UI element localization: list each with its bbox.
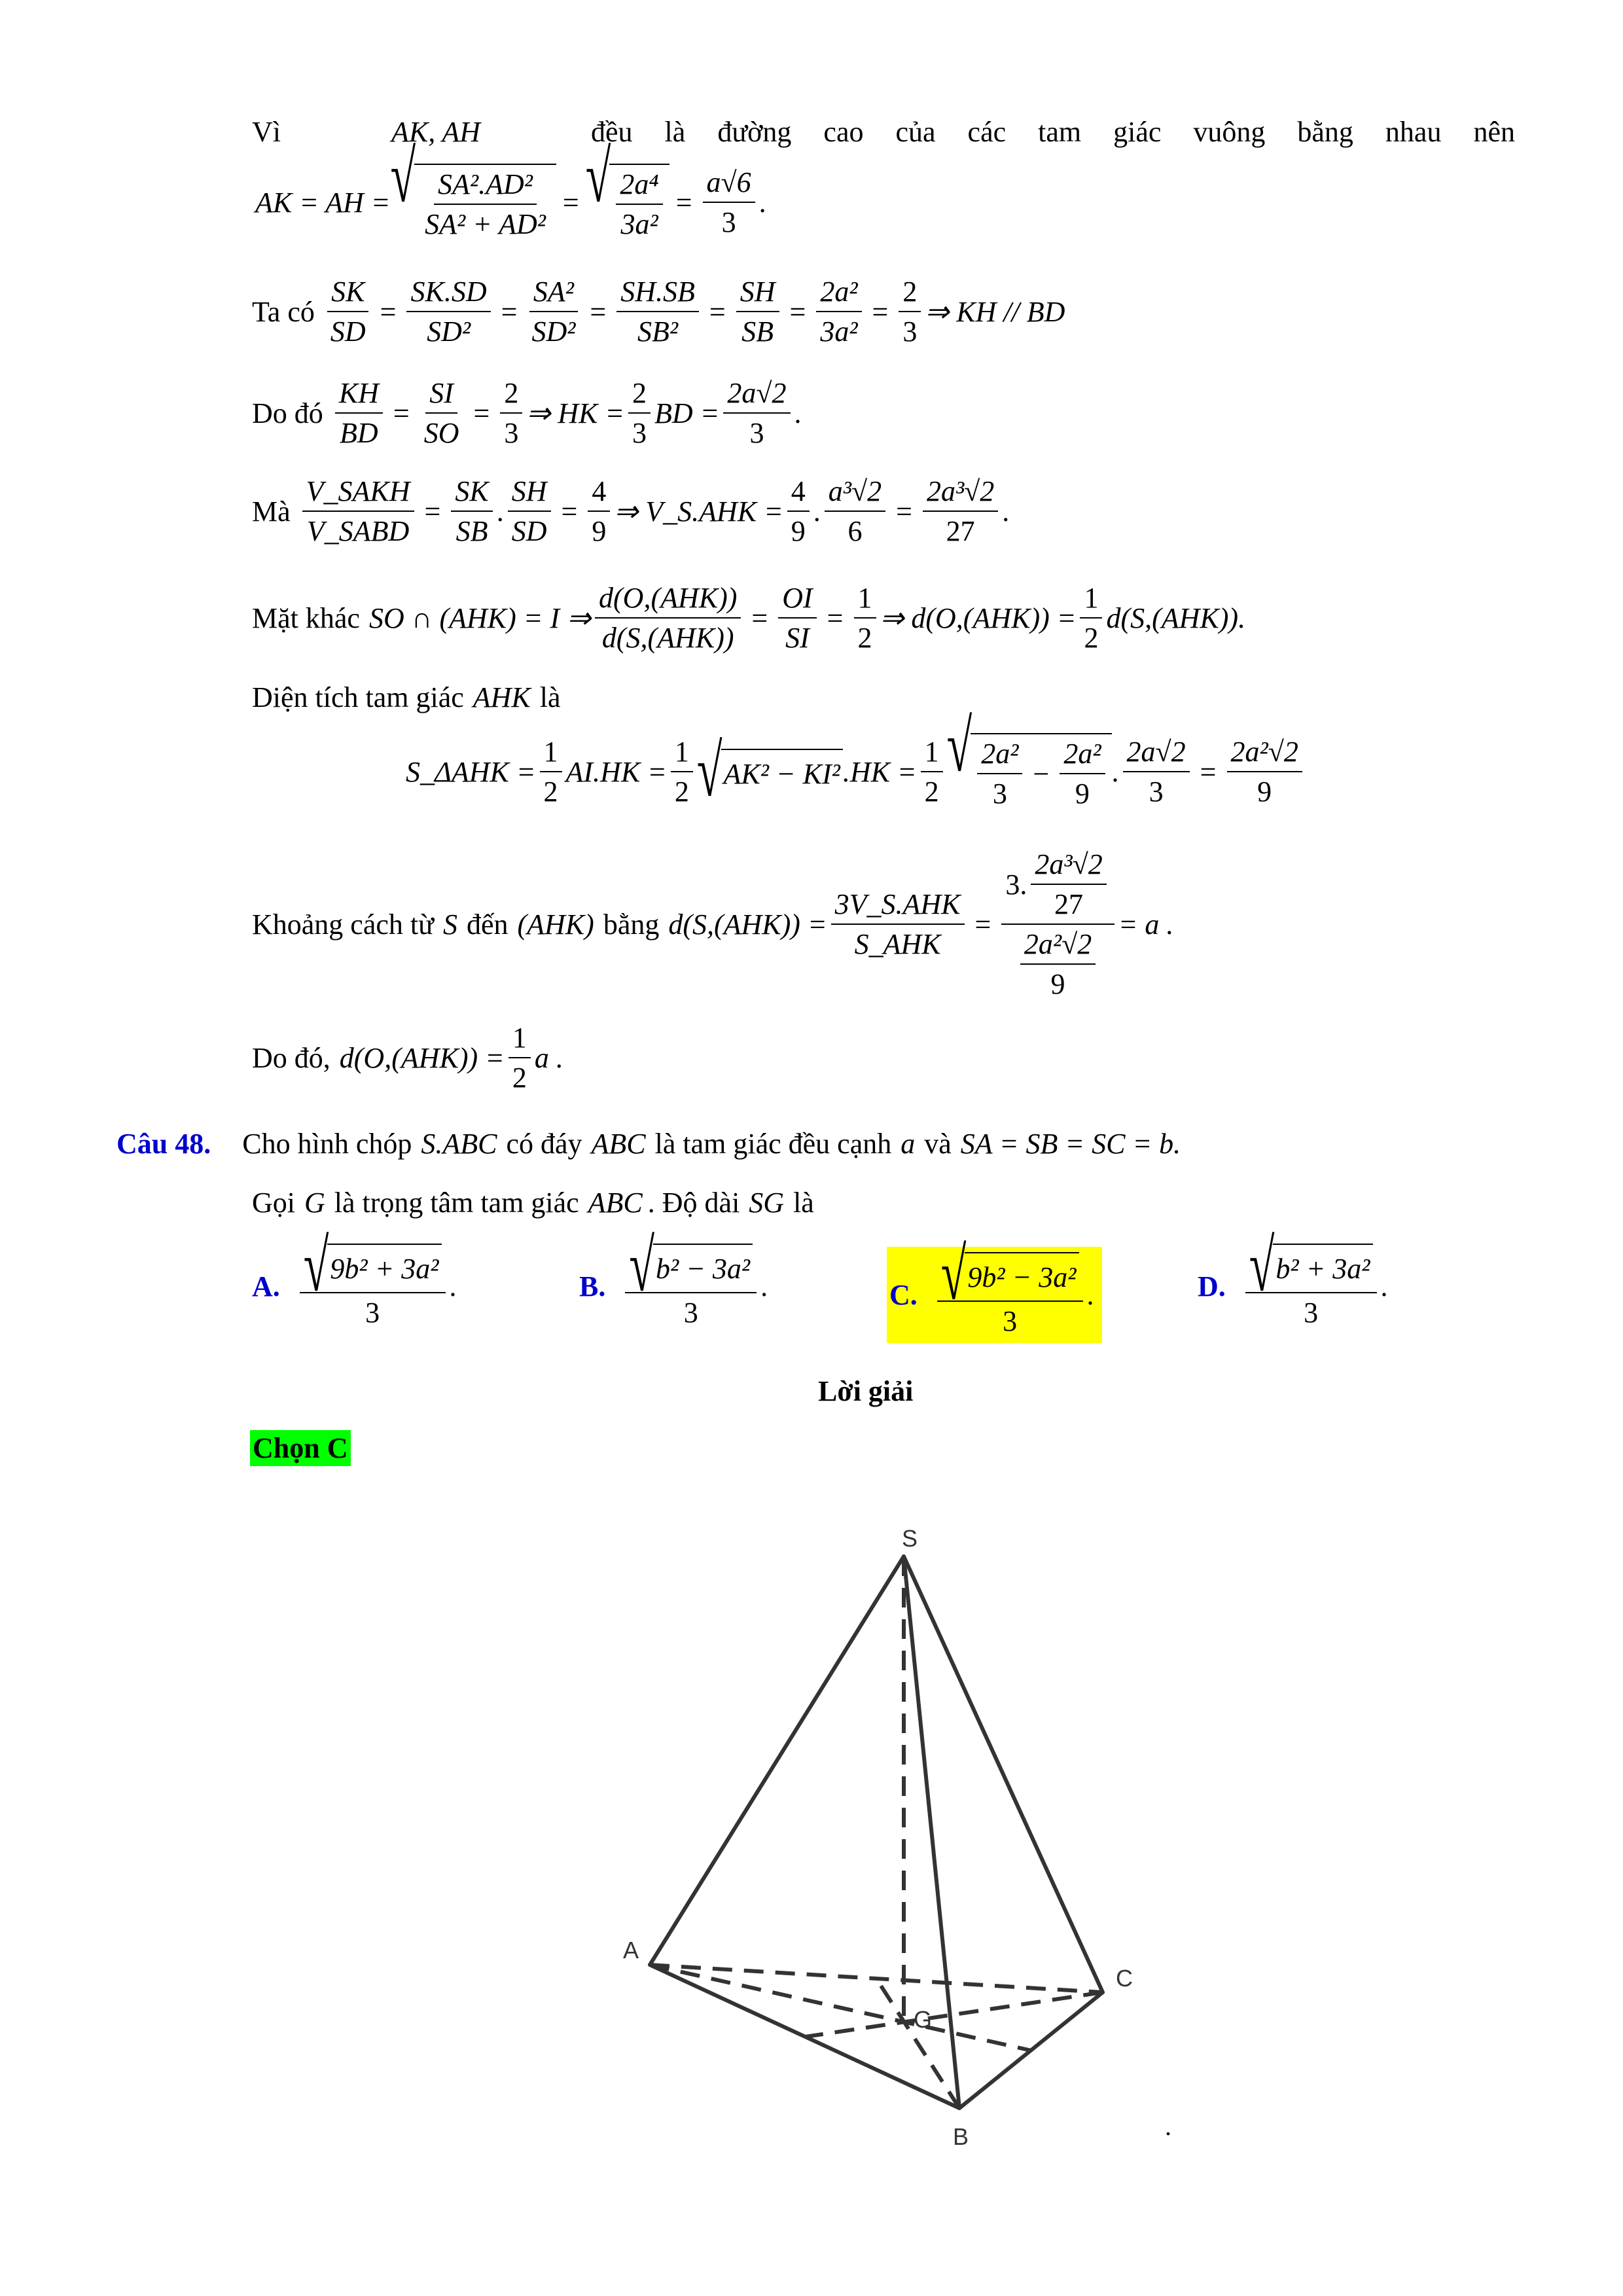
dientich-la: là xyxy=(539,681,561,713)
label-s: S xyxy=(902,1525,918,1552)
line-ma: Mà $\frac{\text{V\_SAKH}}{\text{V\_SABD}}$ = $\frac{SK}{SB}$ . $\frac{SH}{SD}$ = $\frac{4}{9}$ ⇒ V_S.AHK = $\frac{4}{9}$ . $\frac{\text{a³√2}}{6}$ = $\frac{\text{2a³√2}}{27}$ . xyxy=(252,475,1010,547)
line-khoangcach: Khoảng cách từ S đến (AHK) bằng d(S,(AHK)) = $\frac{\text{3V\_S.AHK}}{\text{S\_AHK}}$ = 3. $\frac{\text{2a³√2}}{27}$ $\frac{\text{2a²√2}}{9}$ = a . xyxy=(252,848,1174,1000)
option-b-rad: b² − 3a² xyxy=(656,1252,751,1285)
dodo-f5-den: 3 xyxy=(749,417,764,449)
area-sqrt1: AK² − KI² xyxy=(723,757,840,790)
taco-f3-num: SA² xyxy=(529,275,578,312)
matkhac-f2-den: SI xyxy=(785,622,810,654)
area-f4-den: 3 xyxy=(992,778,1007,810)
taco-f5-den: SB xyxy=(741,315,774,348)
solution-title: Lời giải xyxy=(818,1375,914,1407)
pyramid-figure xyxy=(589,1525,1217,2147)
trailing-dot: . xyxy=(1165,2111,1171,2141)
dodo-bd: BD = xyxy=(654,397,720,429)
dodo-f1-num: KH xyxy=(335,376,383,414)
kc-big-nn: 2a³√2 xyxy=(1031,848,1106,885)
eq1-den: SA² + AD² xyxy=(425,208,546,240)
q-t4: và xyxy=(924,1128,952,1160)
q-l2-t3: . Độ dài xyxy=(647,1187,740,1219)
dodo2-f-num: 1 xyxy=(508,1021,531,1058)
kc-f1-num: 3V_S.AHK xyxy=(831,888,965,925)
line-area: S_ΔAHK = $\frac{1}{2}$ AI.HK = $\frac{1}{2}$ √ AK² − KI² .HK = $\frac{1}{2}$ √ $\frac{\text{2a²}}{3}$ − $\frac{\text{2a²}}{9}$ . $\frac{2a√2}{3}$ = $\frac{\text{2a²√2}}{9}$ xyxy=(406,733,1306,810)
area-lhs: S_ΔAHK = xyxy=(406,755,536,788)
kc-ahk: (AHK) xyxy=(517,908,594,941)
dientich-ahk: AHK xyxy=(473,681,531,713)
eq1-num: SA².AD² xyxy=(434,168,537,205)
label-g: G xyxy=(914,2006,933,2033)
area-f2-den: 2 xyxy=(674,776,689,808)
line-matkhac: Mặt khác SO ∩ (AHK) = I ⇒ $\frac{\text{d(O,(AHK))}}{\text{d(S,(AHK))}}$ = $\frac{OI}{SI}$ = $\frac{1}{2}$ ⇒ d(O,(AHK)) = $\frac{1}{2}$ d(S,(AHK)). xyxy=(252,582,1246,654)
ma-f5-num: 4 xyxy=(787,475,810,512)
option-d-label: D. xyxy=(1198,1270,1226,1303)
taco-label: Ta có xyxy=(252,295,315,328)
option-d-den: 3 xyxy=(1304,1297,1319,1329)
area-f3-num: 1 xyxy=(921,735,943,772)
ma-f6-den: 6 xyxy=(847,515,863,547)
dodo-f2-den: SO xyxy=(423,417,459,449)
matkhac-f2-num: OI xyxy=(778,581,816,619)
eq1-sqrt: √ $\frac{\text{SA².AD²}}{\text{SA² + AD²}}$ xyxy=(390,164,556,241)
q-l2-abc: ABC xyxy=(588,1187,643,1219)
question-label: Câu 48. xyxy=(116,1128,211,1160)
matkhac-f3-num: 1 xyxy=(854,581,876,619)
dodo-f5-num: 2a√2 xyxy=(723,376,790,414)
ma-f2-num: SK xyxy=(451,475,492,512)
taco-f1-num: SK xyxy=(327,275,368,312)
dodo-f3-num: 2 xyxy=(500,376,522,414)
matkhac-f4-num: 1 xyxy=(1080,581,1102,619)
area-f4-num: 2a² xyxy=(977,737,1022,774)
option-c-den: 3 xyxy=(1003,1305,1018,1338)
kc-lhs: d(S,(AHK)) = xyxy=(668,908,827,941)
kc-big-nd: 27 xyxy=(1054,888,1084,920)
taco-f7-den: 3 xyxy=(902,315,918,348)
taco-f6-num: 2a² xyxy=(816,275,861,312)
kc-den: đến xyxy=(466,908,508,941)
intro-vi: Vì xyxy=(252,116,281,148)
matkhac-f1-num: d(O,(AHK)) xyxy=(595,581,741,619)
q-t1: Cho hình chóp xyxy=(242,1128,412,1160)
area-f5-num: 2a² xyxy=(1060,737,1105,774)
eq1-mid-den: 3a² xyxy=(620,208,658,240)
kc-result: = a . xyxy=(1118,908,1174,941)
taco-f6-den: 3a² xyxy=(820,315,858,348)
kc-big-dd: 9 xyxy=(1050,968,1065,1000)
area-f1-num: 1 xyxy=(540,735,562,772)
taco-f2-num: SK.SD xyxy=(406,275,490,312)
ma-f4-den: 9 xyxy=(592,515,607,547)
line-taco: Ta có $\frac{SK}{SD}$ = $\frac{SK.SD}{\text{SD²}}$ = $\frac{\text{SA²}}{\text{SD²}}$ = $\frac{SH.SB}{\text{SB²}}$ = $\frac{SH}{SB}$ = $\frac{\text{2a²}}{\text{3a²}}$ = $\frac{2}{3}$ ⇒ KH // BD xyxy=(252,276,1065,348)
q-sg: SG xyxy=(749,1187,785,1219)
option-c[interactable]: C. √ 9b² − 3a² 3 . xyxy=(887,1247,1102,1343)
ma-label: Mà xyxy=(252,495,291,528)
matkhac-f3-den: 2 xyxy=(857,622,872,654)
ma-f7-den: 27 xyxy=(946,515,975,547)
question-line1 xyxy=(116,1127,1181,1160)
area-t2: .HK = xyxy=(842,755,917,788)
dodo-f1-den: BD xyxy=(340,417,378,449)
option-a-label: A. xyxy=(252,1270,280,1303)
taco-f2-den: SD² xyxy=(427,315,471,348)
matkhac-tail: d(S,(AHK)). xyxy=(1106,601,1246,634)
eq1-sqrt2: √ $\frac{\text{2a⁴}}{\text{3a²}}$ xyxy=(586,164,669,241)
intro-akah: AK, AH xyxy=(391,116,481,148)
ma-mid: ⇒ V_S.AHK = xyxy=(614,495,783,528)
ma-f5-den: 9 xyxy=(791,515,806,547)
kc-bang: bằng xyxy=(603,908,660,941)
ma-f3-den: SD xyxy=(511,515,547,547)
option-b[interactable]: B. √ b² − 3a² 3 . xyxy=(579,1225,768,1329)
matkhac-expr: SO ∩ (AHK) = I ⇒ xyxy=(368,601,592,634)
q-t3: là tam giác đều cạnh xyxy=(654,1128,892,1160)
label-a: A xyxy=(623,1937,639,1964)
taco-f7-num: 2 xyxy=(899,275,921,312)
area-f7-den: 9 xyxy=(1257,776,1272,808)
option-d[interactable]: D. √ b² + 3a² 3 . xyxy=(1198,1225,1388,1329)
dodo-f3-den: 3 xyxy=(504,417,519,449)
option-c-label: C. xyxy=(889,1279,918,1312)
matkhac-label: Mặt khác xyxy=(252,601,360,634)
solution-choice: Chọn C xyxy=(250,1430,351,1466)
question-line2 xyxy=(252,1186,814,1219)
option-a[interactable]: A. √ 9b² + 3a² 3 . xyxy=(252,1225,457,1329)
taco-f5-num: SH xyxy=(736,275,779,312)
kc-big-pre: 3. xyxy=(1005,868,1027,901)
eq1-res-num: a√6 xyxy=(703,166,755,203)
dodo-mid: ⇒ HK = xyxy=(526,397,625,429)
kc-s: S xyxy=(442,908,457,941)
taco-f4-den: SB² xyxy=(637,315,679,348)
dodo2-f-den: 2 xyxy=(512,1062,527,1094)
q-sabc: S.ABC xyxy=(421,1128,497,1160)
label-c: C xyxy=(1116,1965,1133,1992)
q-l2-t1: Gọi xyxy=(252,1187,295,1219)
taco-f4-num: SH.SB xyxy=(616,275,699,312)
option-c-rad: 9b² − 3a² xyxy=(967,1261,1077,1293)
option-a-rad: 9b² + 3a² xyxy=(330,1252,439,1285)
eq1-lhs: AK = AH = xyxy=(255,186,391,219)
option-a-den: 3 xyxy=(365,1297,380,1329)
ma-f3-num: SH xyxy=(508,475,551,512)
ma-f7-num: 2a³√2 xyxy=(923,475,998,512)
matkhac-mid: ⇒ d(O,(AHK)) = xyxy=(880,601,1077,634)
ma-f4-num: 4 xyxy=(588,475,610,512)
taco-conclusion: ⇒ KH // BD xyxy=(925,295,1065,328)
eq-ak-ah: AK = AH = √ $\frac{\text{SA².AD²}}{\text{SA² + AD²}}$ = √ $\frac{\text{2a⁴}}{\text{3a²}}$ = $\frac{a√6}{3}$ . xyxy=(255,136,766,240)
ma-f1-den: V_SABD xyxy=(306,515,410,547)
option-d-rad: b² + 3a² xyxy=(1275,1252,1370,1285)
q-abc: ABC xyxy=(591,1128,646,1160)
q-l2-t2: là trọng tâm tam giác xyxy=(334,1187,579,1219)
q-t2: có đáy xyxy=(506,1128,582,1160)
line-dodo: Do đó $\frac{KH}{BD}$ = $\frac{SI}{SO}$ = $\frac{2}{3}$ ⇒ HK = $\frac{2}{3}$ BD = $\frac{2a√2}{3}$ . xyxy=(252,377,802,449)
q-eq: SA = SB = SC = b. xyxy=(960,1128,1181,1160)
intro-rest: đều là đường cao của các tam giác vuông bằng nhau nên xyxy=(591,116,1515,148)
dodo-label: Do đó xyxy=(252,397,323,429)
kc-big-dn: 2a²√2 xyxy=(1020,927,1096,965)
dodo-f4-den: 3 xyxy=(632,417,647,449)
area-f6-num: 2a√2 xyxy=(1123,735,1190,772)
dodo-f4-num: 2 xyxy=(628,376,651,414)
q-l2-t4: là xyxy=(793,1187,814,1219)
label-b: B xyxy=(953,2123,969,2147)
kc-big-frac xyxy=(1001,848,1114,1001)
dientich-text: Diện tích tam giác xyxy=(252,681,464,713)
edge-sc xyxy=(904,1556,1103,1992)
matkhac-f1-den: d(S,(AHK)) xyxy=(601,622,734,654)
intro-line xyxy=(252,115,1515,149)
eq1-mid-num: 2a⁴ xyxy=(616,168,662,205)
area-t1: AI.HK = xyxy=(565,755,667,788)
eq1-res-den: 3 xyxy=(721,206,736,238)
area-f7-num: 2a²√2 xyxy=(1227,735,1302,772)
option-b-den: 3 xyxy=(683,1297,698,1329)
matkhac-f4-den: 2 xyxy=(1084,622,1099,654)
option-b-label: B. xyxy=(579,1270,606,1303)
area-f6-den: 3 xyxy=(1149,776,1164,808)
ma-f2-den: SB xyxy=(455,515,488,547)
q-a: a xyxy=(901,1128,916,1160)
kc-f1-den: S_AHK xyxy=(854,928,941,960)
ma-f6-num: a³√2 xyxy=(825,475,885,512)
kc-label: Khoảng cách từ xyxy=(252,908,434,941)
line-dientich xyxy=(252,681,561,714)
area-f5-den: 9 xyxy=(1075,778,1090,810)
q-g: G xyxy=(304,1187,325,1219)
edge-sa xyxy=(650,1556,904,1965)
ma-f1-num: V_SAKH xyxy=(302,475,414,512)
area-f3-den: 2 xyxy=(924,776,939,808)
taco-f1-den: SD xyxy=(330,315,366,348)
dodo-f2-num: SI xyxy=(425,376,457,414)
area-f2-num: 1 xyxy=(671,735,693,772)
line-dodo2 xyxy=(252,1021,563,1094)
dodo2-label: Do đó, xyxy=(252,1041,330,1074)
area-f1-den: 2 xyxy=(543,776,558,808)
taco-f3-den: SD² xyxy=(531,315,576,348)
dodo2-tail: a . xyxy=(534,1041,563,1074)
edge-ab xyxy=(650,1965,959,2108)
dodo2-expr: d(O,(AHK)) = xyxy=(339,1041,505,1074)
